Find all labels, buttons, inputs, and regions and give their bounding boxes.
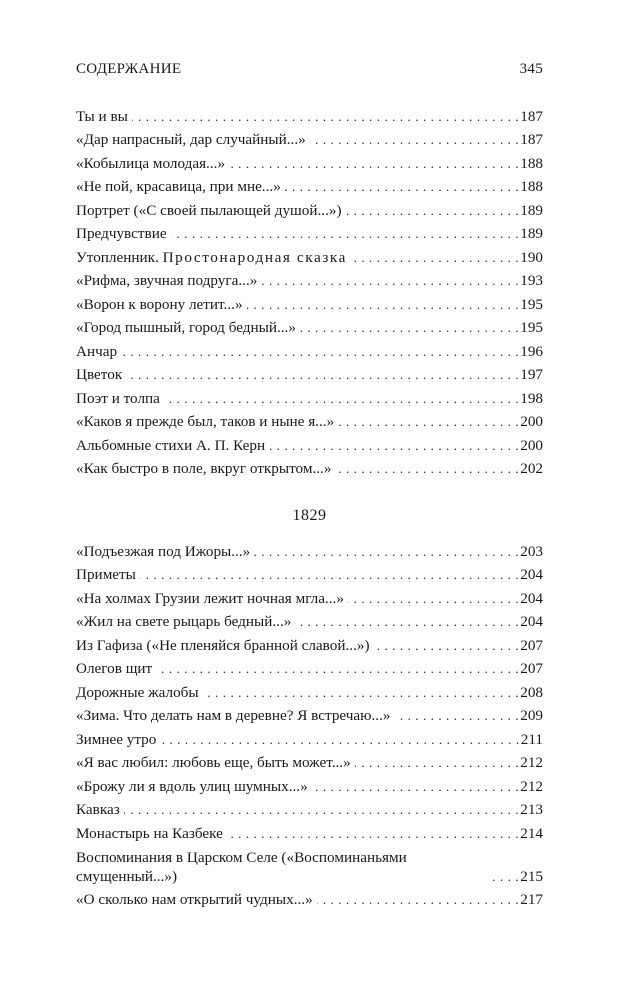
dot-leader — [121, 342, 519, 361]
toc-entry[interactable] — [76, 561, 543, 585]
toc-entry-page: 207 — [520, 660, 543, 677]
dot-leader — [295, 612, 519, 631]
toc-entry[interactable] — [76, 337, 543, 361]
dot-leader — [203, 683, 520, 702]
dot-leader — [227, 824, 519, 843]
toc-entry[interactable] — [76, 678, 543, 702]
toc-entry[interactable] — [76, 408, 543, 432]
toc-entry-page: 195 — [520, 319, 543, 336]
dot-leader — [126, 365, 519, 384]
toc-entry-page: 208 — [520, 683, 543, 701]
toc-entry-page: 213 — [520, 801, 543, 818]
toc-list-before-1829 — [76, 102, 543, 478]
toc-entry-title: Кавказ — [76, 801, 120, 818]
toc-entry-main-title: Утопленник. — [76, 248, 159, 266]
toc-entry-page: 197 — [520, 366, 543, 383]
toc-entry-title: Альбомные стихи А. П. Керн — [76, 436, 266, 454]
toc-entry-page: 207 — [520, 636, 543, 654]
toc-entry-page: 204 — [520, 613, 543, 630]
toc-entry[interactable] — [76, 384, 543, 408]
toc-entry-title: Дорожные жалобы — [76, 683, 199, 701]
running-head-title: СОДЕРЖАНИЕ — [76, 61, 182, 77]
dot-leader — [229, 154, 519, 173]
toc-entry[interactable] — [76, 196, 543, 220]
toc-entry[interactable] — [76, 220, 543, 244]
toc-entry-title: «Рифма, звучная подруга...» — [76, 272, 258, 289]
toc-entry[interactable] — [76, 173, 543, 197]
toc-entry[interactable] — [76, 584, 543, 608]
dot-leader — [355, 753, 520, 772]
toc-entry[interactable] — [76, 655, 543, 679]
dot-leader — [335, 459, 519, 478]
toc-entry-page: 214 — [520, 824, 543, 842]
toc-entry-title: «Подъезжая под Ижоры...» — [76, 542, 251, 560]
toc-entry-title: «На холмах Грузии лежит ночная мгла...» — [76, 589, 344, 607]
toc-entry[interactable] — [76, 631, 543, 655]
toc-entry-page: 188 — [520, 154, 543, 172]
toc-entry-title: Приметы — [76, 566, 136, 583]
toc-entry-page: 198 — [520, 389, 543, 407]
toc-entry-page: 189 — [520, 225, 543, 242]
dot-leader — [164, 389, 519, 408]
dot-leader — [132, 107, 519, 126]
toc-entry-page: 212 — [520, 777, 543, 795]
toc-entry-page: 193 — [520, 272, 543, 289]
toc-entry[interactable] — [76, 886, 543, 910]
toc-entry-title: «Дар напрасный, дар случайный...» — [76, 131, 306, 148]
toc-entry-title: Из Гафиза («Не пленяйся бранной славой...») — [76, 636, 370, 654]
toc-entry[interactable] — [76, 126, 543, 150]
toc-entry-page: 217 — [520, 891, 543, 908]
section-heading-year: 1829 — [292, 507, 327, 524]
toc-entry-title: «Брожу ли я вдоль улиц шумных...» — [76, 777, 308, 795]
dot-leader — [317, 890, 520, 909]
dot-leader — [140, 565, 519, 584]
toc-entry-title: «Не пой, красавица, при мне...» — [76, 178, 281, 195]
toc-list-1829 — [76, 537, 543, 909]
toc-entry-page: 195 — [520, 295, 543, 313]
dot-leader — [346, 201, 520, 220]
toc-entry-title: Анчар — [76, 342, 118, 360]
toc-entry-page: 204 — [520, 566, 543, 583]
toc-entry[interactable] — [76, 455, 543, 479]
toc-entry-title: «Как быстро в поле, вкруг открытом...» — [76, 460, 332, 477]
toc-entry-title: «Я вас любил: любовь еще, быть может...» — [76, 754, 351, 771]
dot-leader — [261, 271, 519, 290]
toc-entry-title: Ты и вы — [76, 107, 128, 125]
toc-entry[interactable] — [76, 267, 543, 291]
dot-leader — [395, 706, 520, 725]
toc-entry-title: Олегов щит — [76, 660, 153, 677]
dot-leader — [490, 867, 519, 886]
toc-entry-title: Предчувствие — [76, 225, 167, 242]
toc-entry-page: 200 — [520, 413, 543, 430]
toc-entry[interactable] — [76, 796, 543, 820]
dot-leader — [285, 177, 519, 196]
dot-leader — [310, 130, 519, 149]
toc-entry[interactable] — [76, 361, 543, 385]
running-head-page-number: 345 — [519, 61, 543, 77]
dot-leader — [254, 542, 519, 561]
toc-entry[interactable] — [76, 819, 543, 843]
toc-entry-page: 196 — [520, 342, 543, 360]
toc-entry-title: Поэт и толпа — [76, 389, 160, 407]
toc-entry[interactable] — [76, 608, 543, 632]
toc-entry-title: Зимнее утро — [76, 730, 157, 748]
toc-entry-title: Воспоминания в Царском Селе («Воспоминаньями смущенный...») — [76, 848, 407, 885]
toc-entry-title: «Кобылица молодая...» — [76, 154, 226, 172]
toc-entry[interactable] — [76, 725, 543, 749]
toc-entry[interactable] — [76, 102, 543, 126]
toc-entry[interactable] — [76, 772, 543, 796]
dot-leader — [124, 800, 519, 819]
toc-entry[interactable] — [76, 702, 543, 726]
dot-leader — [156, 659, 519, 678]
dot-leader — [312, 777, 520, 796]
toc-entry-title: «Город пышный, город бедный...» — [76, 319, 296, 336]
toc-entry-title: Портрет («С своей пылающей душой...») — [76, 201, 342, 219]
toc-entry-page: 202 — [520, 460, 543, 477]
toc-entry-page: 211 — [520, 730, 543, 748]
dot-leader — [269, 436, 519, 455]
toc-entry-title — [76, 248, 347, 267]
toc-entry-page: 209 — [520, 707, 543, 724]
toc-entry-page: 187 — [520, 131, 543, 148]
toc-entry[interactable] — [76, 290, 543, 314]
dot-leader — [171, 224, 520, 243]
dot-leader — [247, 295, 520, 314]
toc-entry-page: 188 — [520, 178, 543, 195]
toc-entry-page: 200 — [520, 436, 543, 454]
toc-entry[interactable] — [76, 149, 543, 173]
toc-entry[interactable] — [76, 749, 543, 773]
toc-entry-page: 187 — [520, 107, 543, 125]
dot-leader — [374, 636, 520, 655]
toc-entry-title: «О сколько нам открытий чудных...» — [76, 891, 313, 908]
dot-leader — [348, 589, 519, 608]
toc-entry-page: 204 — [520, 589, 543, 607]
toc-entry-title: «Ворон к ворону летит...» — [76, 295, 243, 313]
toc-entry-title: Монастырь на Казбеке — [76, 824, 223, 842]
dot-leader — [351, 248, 519, 267]
toc-entry-page: 189 — [520, 201, 543, 219]
toc-entry[interactable] — [76, 537, 543, 561]
toc-entry[interactable] — [76, 314, 543, 338]
toc-entry-title: «Зима. Что делать нам в деревне? Я встречаю...» — [76, 707, 391, 724]
toc-entry-page: 215 — [520, 867, 543, 885]
toc-entry-page: 203 — [520, 542, 543, 560]
toc-entry-title: «Жил на свете рыцарь бедный...» — [76, 613, 292, 630]
running-head — [76, 61, 543, 83]
toc-entry[interactable] — [76, 431, 543, 455]
dot-leader — [300, 318, 519, 337]
dot-leader — [160, 730, 519, 749]
toc-entry-title: Цветок — [76, 366, 123, 383]
toc-entry-subtitle: Простонародная сказка — [162, 248, 348, 266]
toc-entry[interactable] — [76, 843, 543, 886]
toc-entry[interactable] — [76, 243, 543, 267]
toc-entry-title: «Каков я прежде был, таков и ныне я...» — [76, 413, 335, 430]
toc-entry-page: 190 — [520, 248, 543, 266]
dot-leader — [338, 412, 519, 431]
toc-entry-page: 212 — [520, 754, 543, 771]
